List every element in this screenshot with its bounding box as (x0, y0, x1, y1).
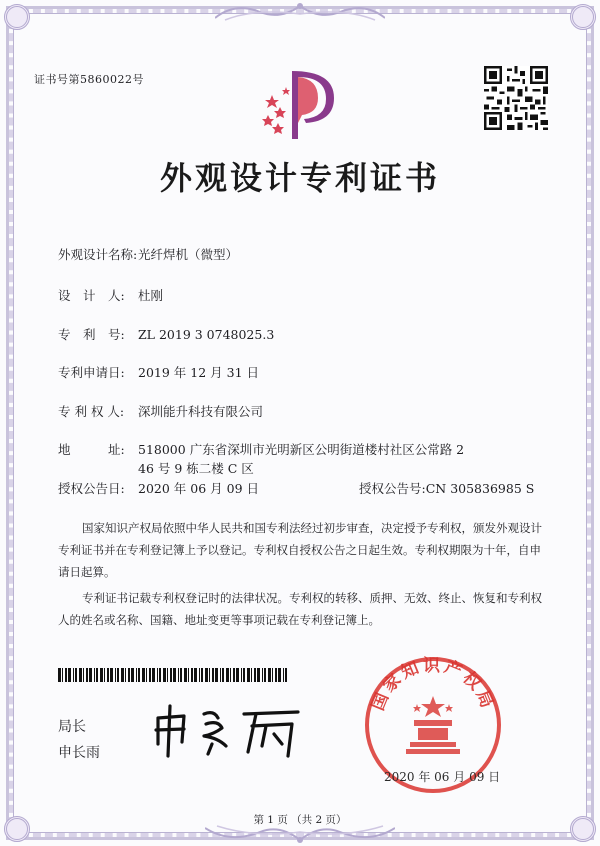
barcode-bar (194, 668, 197, 682)
barcode-bar (96, 668, 98, 682)
document-title: 外观设计专利证书 (159, 159, 440, 197)
barcode-bar (236, 668, 239, 682)
corner-ornament-tl (4, 4, 30, 30)
certificate-number: 证书号第5860022号 (34, 73, 144, 86)
handwritten-signature (148, 700, 310, 762)
legal-status-paragraph: 专利证书记载专利权登记时的法律状况。专利权的转移、质押、无效、终止、恢复和专利权人的姓名或名称、国籍、地址变更等事项记载在专利登记簿上。 (58, 591, 542, 627)
barcode-bar (262, 668, 263, 682)
barcode-bar (89, 668, 92, 682)
address-line-2: 46 号 9 栋二楼 C 区 (138, 461, 254, 476)
barcode-bar (264, 668, 266, 682)
seal-text: 国家知识产权局 (368, 655, 498, 714)
field-value: 2020 年 06 月 09 日 (138, 481, 259, 496)
field-value: CN 305836985 S (425, 481, 535, 496)
signatory-name: 申长雨 (58, 745, 100, 761)
barcode-bar (159, 668, 161, 682)
barcode-bar (257, 668, 260, 682)
barcode-bar (157, 668, 158, 682)
barcode-bar (209, 668, 210, 682)
barcode-bar (178, 668, 179, 682)
barcode-bar (188, 668, 189, 682)
barcode-bar (136, 668, 137, 682)
field-label: 设 计 人: (58, 288, 125, 303)
field-value: ZL 2019 3 0748025.3 (138, 327, 275, 342)
barcode-bar (241, 668, 242, 682)
barcode-bar (152, 668, 155, 682)
field-value (138, 440, 518, 478)
barcode-bar (251, 668, 252, 682)
field-patent-owner (58, 402, 263, 420)
field-filing-date (58, 363, 259, 381)
barcode-bar (58, 668, 61, 682)
barcode-bar (212, 668, 214, 682)
barcode-bar (94, 668, 95, 682)
barcode-bar (68, 668, 71, 682)
barcode-bar (247, 668, 250, 682)
top-ornament (215, 0, 385, 22)
field-value: 2019 年 12 月 31 日 (138, 365, 259, 380)
field-value: 光纤焊机（微型） (138, 247, 239, 262)
barcode-bar (100, 668, 103, 682)
barcode-bar (121, 668, 124, 682)
barcode-bar (275, 668, 277, 682)
barcode-bar (254, 668, 256, 682)
statement-paragraph: 国家知识产权局依照中华人民共和国专利法经过初步审查，决定授予专利权，颁发外观设计专利证书并在专利登记簿上予以登记。专利权自授权公告之日起生效。专利权期限为十年，自申请日起算。 (58, 521, 542, 579)
field-value: 深圳能升科技有限公司 (138, 404, 264, 419)
barcode-bar (191, 668, 193, 682)
barcode-bar (65, 668, 67, 682)
barcode-bar (170, 668, 172, 682)
barcode-bar (205, 668, 208, 682)
barcode-bar (83, 668, 84, 682)
barcode-bar (75, 668, 77, 682)
barcode-bar (79, 668, 82, 682)
field-design-name (58, 245, 238, 263)
barcode-bar (268, 668, 271, 682)
barcode-bar (138, 668, 140, 682)
signatory-title: 局长 (58, 719, 86, 735)
field-inventor (58, 286, 163, 304)
field-label: 外观设计名称: (58, 247, 138, 262)
barcode-bar (173, 668, 176, 682)
barcode-bar (272, 668, 273, 682)
barcode-bar (167, 668, 168, 682)
field-patent-number (58, 325, 274, 343)
field-grant (58, 479, 534, 497)
field-label: 授权公告号: (359, 481, 426, 496)
corner-ornament-tr (570, 4, 596, 30)
barcode-bar (184, 668, 187, 682)
barcode-bar (233, 668, 235, 682)
field-label: 地 址: (58, 442, 125, 457)
barcode-bar (285, 668, 287, 682)
barcode-bar (163, 668, 166, 682)
barcode-icon (58, 668, 290, 682)
barcode-bar (131, 668, 134, 682)
field-label: 专 利 权 人: (58, 404, 125, 419)
barcode-bar (220, 668, 221, 682)
barcode-bar (107, 668, 109, 682)
cnipa-logo-icon (252, 65, 352, 145)
barcode-bar (142, 668, 145, 682)
barcode-bar (278, 668, 281, 682)
barcode-bar (146, 668, 147, 682)
barcode-bar (243, 668, 245, 682)
barcode-bar (222, 668, 224, 682)
barcode-bar (215, 668, 218, 682)
barcode-bar (73, 668, 74, 682)
field-address (58, 440, 518, 478)
barcode-bar (86, 668, 88, 682)
field-value: 杜刚 (138, 288, 164, 303)
barcode-bar (199, 668, 200, 682)
barcode-bar (128, 668, 130, 682)
barcode-bar (226, 668, 229, 682)
page-number: 第 1 页 （共 2 页） (253, 814, 347, 826)
barcode-bar (230, 668, 231, 682)
field-label: 授权公告日: (58, 481, 125, 496)
barcode-bar (201, 668, 203, 682)
barcode-bar (117, 668, 119, 682)
barcode-bar (149, 668, 151, 682)
barcode-bar (115, 668, 116, 682)
seal-date: 2020 年 06 月 09 日 (384, 770, 501, 784)
barcode-bar (125, 668, 126, 682)
barcode-bar (110, 668, 113, 682)
field-label: 专利申请日: (58, 365, 125, 380)
barcode-bar (62, 668, 63, 682)
barcode-bar (283, 668, 284, 682)
address-line-1: 518000 广东省深圳市光明新区公明街道楼村社区公常路 2 (138, 442, 465, 457)
barcode-bar (180, 668, 182, 682)
field-label: 专 利 号: (58, 327, 125, 342)
qr-code-icon (484, 66, 548, 130)
barcode-bar (104, 668, 105, 682)
